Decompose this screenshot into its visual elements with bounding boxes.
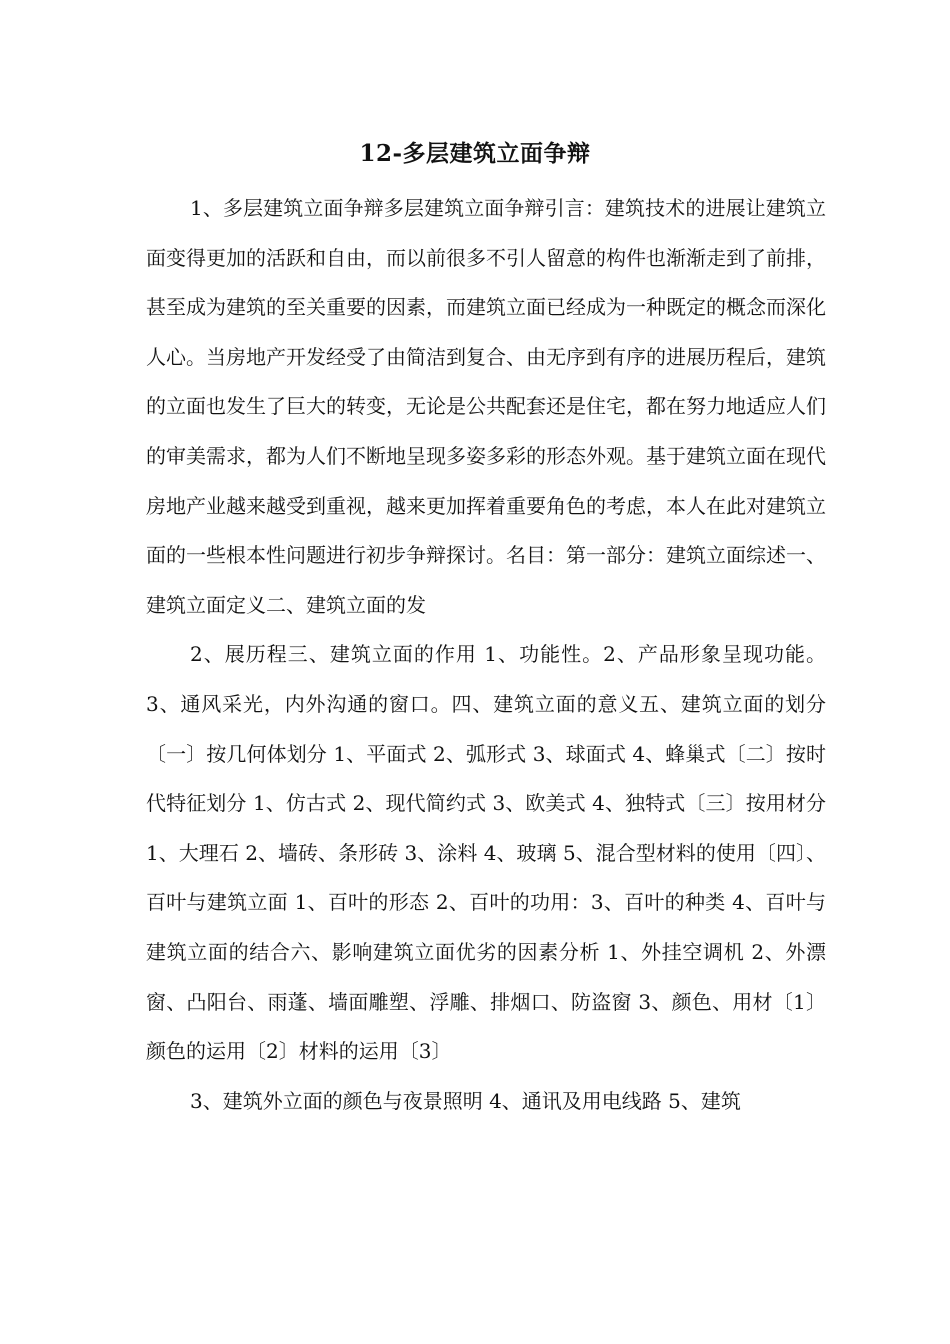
document-title: 12-多层建筑立面争辩 (359, 140, 591, 167)
paragraph-3: 3、建筑外立面的颜色与夜景照明 4、通讯及用电线路 5、建筑 (190, 1088, 741, 1113)
document-body (146, 184, 826, 1126)
paragraph-2: 2、展历程三、建筑立面的作用 1、功能性。2、产品形象呈现功能。3、通风采光，内外沟通的窗口。四、建筑立面的意义五、建筑立面的划分〔一〕按几何体划分 1、平面式 2、弧形式 3、球面式 4、蜂巢式〔二〕按时代特征划分 1、仿古式 2、现代简约式 3、欧美式 4、独特式〔三〕按用材分 1、大理石 2、墙砖、条形砖 3、涂料 4、玻璃 5、混合型材料的使用〔四〕、百叶与建筑立面 1、百叶的形态 2、百叶的功用：3、百叶的种类 4、百叶与建筑立面的结合六、影响建筑立面优劣的因素分析 1、外挂空调机 2、外漂窗、凸阳台、雨蓬、墙面雕塑、浮雕、排烟口、防盗窗 3、颜色、用材〔1〕颜色的运用〔2〕材料的运用〔3〕 (146, 642, 826, 1064)
paragraph-1: 1、多层建筑立面争辩多层建筑立面争辩引言：建筑技术的进展让建筑立面变得更加的活跃和自由，而以前很多不引人留意的构件也渐渐走到了前排，甚至成为建筑的至关重要的因素，而建筑立面已经成为一种既定的概念而深化人心。当房地产开发经受了由简洁到复合、由无序到有序的进展历程后，建筑的立面也发生了巨大的转变，无论是公共配套还是住宅，都在努力地适应人们的审美需求，都为人们不断地呈现多姿多彩的形态外观。基于建筑立面在现代房地产业越来越受到重视，越来更加挥着重要角色的考虑，本人在此对建筑立面的一些根本性问题进行初步争辩探讨。名目：第一部分：建筑立面综述一、建筑立面定义二、建筑立面的发 (146, 196, 826, 617)
